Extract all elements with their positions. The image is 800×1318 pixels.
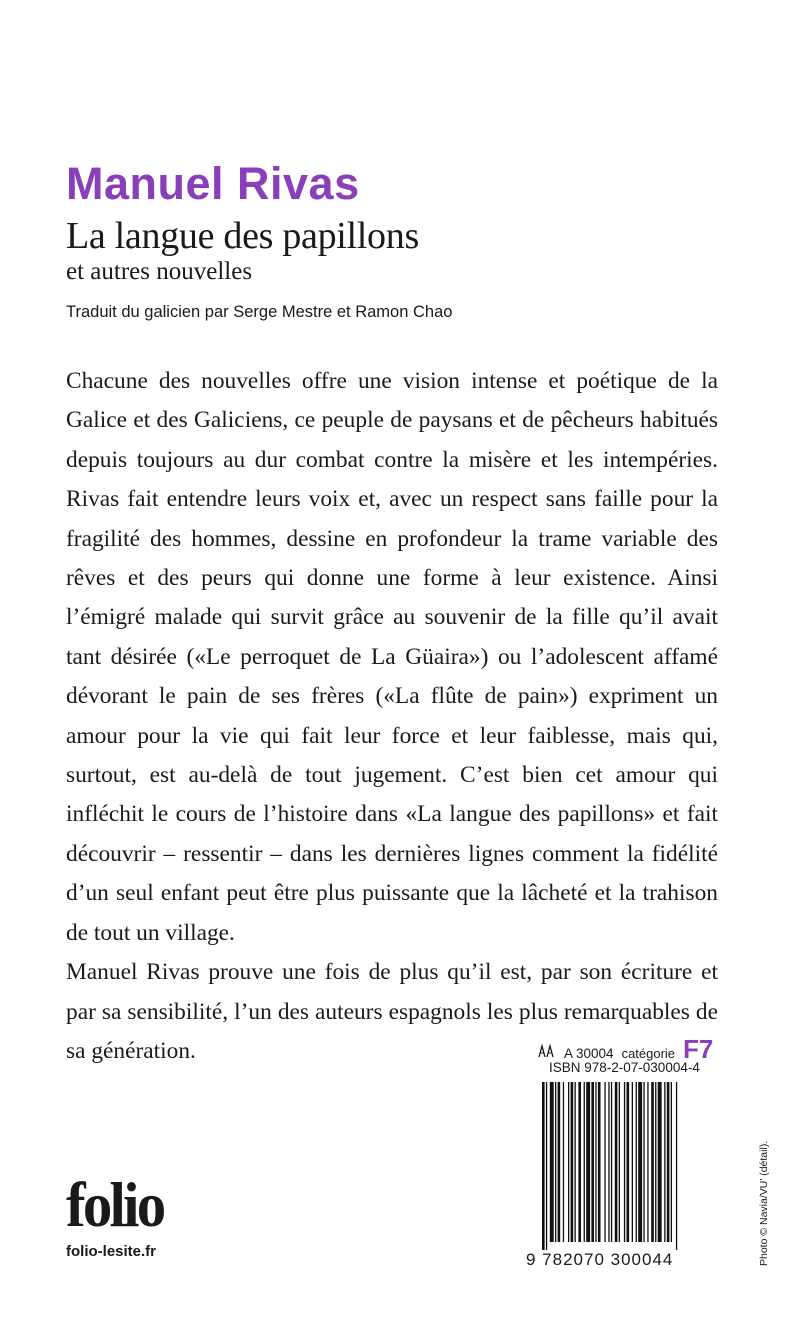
category-value: F7 xyxy=(683,1034,714,1064)
publisher-website: folio-lesite.fr xyxy=(66,1243,157,1260)
back-cover-blurb xyxy=(66,362,718,1071)
folio-logo: folio xyxy=(66,1169,164,1240)
barcode-bar xyxy=(563,1082,564,1242)
barcode-bar xyxy=(658,1082,662,1242)
barcode-bar xyxy=(575,1082,576,1242)
barcode-bar xyxy=(611,1082,612,1242)
barcode-bar xyxy=(664,1082,665,1242)
catalog-code: A 30004 xyxy=(564,1046,614,1061)
barcode-bar xyxy=(546,1082,547,1250)
barcode-bar xyxy=(595,1082,596,1242)
barcode-bar xyxy=(550,1082,554,1242)
barcode-bar xyxy=(676,1082,677,1250)
barcode-bar xyxy=(667,1082,670,1242)
barcode-bar xyxy=(598,1082,601,1242)
barcode-bar xyxy=(604,1082,605,1242)
barcode-bar xyxy=(636,1082,637,1242)
barcode xyxy=(542,1082,714,1256)
barcode-bar xyxy=(568,1082,569,1242)
barcode-bar xyxy=(619,1082,620,1242)
barcode-bars xyxy=(542,1082,714,1250)
barcode-bar xyxy=(627,1082,630,1242)
barcode-bar xyxy=(584,1082,585,1242)
barcode-bar xyxy=(671,1082,672,1242)
barcode-bar xyxy=(542,1082,545,1250)
barcode-bar xyxy=(632,1082,633,1242)
books-icon xyxy=(538,1044,554,1058)
barcode-bar xyxy=(655,1082,656,1242)
category-label: catégorie xyxy=(621,1046,676,1061)
book-subtitle: et autres nouvelles xyxy=(66,258,253,285)
blurb-paragraph: Chacune des nouvelles offre une vision intense et poétique de la Galice et des Galiciens, ce peuple de paysans et de pêcheurs habitués depuis toujours au dur combat contre la misère et les intempéries. Rivas fait entendre leurs voix et, avec un respect sans faille pour la fragilité des hommes, dessine en profondeur la trame variable des rêves et des peurs qui donne une forme à leur existence. Ainsi l’émigré malade qui survit grâce au souvenir de la fille qu’il avait tant désirée («Le perroquet de La Güaira») ou l’adolescent affamé dévorant le pain de ses frères («La flûte de pain») expriment un amour pour la vie qui fait leur force et leur faiblesse, mais qui, surtout, est au-delà de tout jugement. C’est bien cet amour qui infléchit le cours de l’histoire dans «La langue des papillons» et fait découvrir – ressentir – dans les dernières lignes comment la fidélité d’un seul enfant peut être plus puissante que la lâcheté et la trahison de tout un village. xyxy=(66,368,718,946)
barcode-bar xyxy=(558,1082,561,1242)
barcode-bar xyxy=(578,1082,581,1242)
barcode-bar xyxy=(555,1082,556,1242)
barcode-bar xyxy=(608,1082,609,1242)
barcode-bar xyxy=(591,1082,594,1242)
barcode-bar xyxy=(643,1082,644,1242)
blurb-paragraph: Manuel Rivas prouve une fois de plus qu’il est, par son écriture et par sa sensibilité, l’un des auteurs espagnols les plus remarquables de sa génération. xyxy=(66,959,718,1064)
book-title: La langue des papillons xyxy=(66,215,419,257)
author-name: Manuel Rivas xyxy=(66,158,360,209)
barcode-bar xyxy=(571,1082,574,1242)
barcode-bar xyxy=(638,1082,642,1242)
barcode-bar xyxy=(624,1082,625,1242)
barcode-bar xyxy=(586,1082,590,1242)
barcode-bar xyxy=(651,1082,654,1242)
translator-credit: Traduit du galicien par Serge Mestre et Ramon Chao xyxy=(66,303,453,321)
barcode-bar xyxy=(615,1082,618,1242)
barcode-digits: 9 782070 300044 xyxy=(526,1250,674,1269)
photo-credit-text: Photo © Navia/VU’ (détail). xyxy=(758,1140,770,1266)
isbn: ISBN 978-2-07-030004-4 xyxy=(549,1060,700,1075)
barcode-bar xyxy=(647,1082,648,1242)
